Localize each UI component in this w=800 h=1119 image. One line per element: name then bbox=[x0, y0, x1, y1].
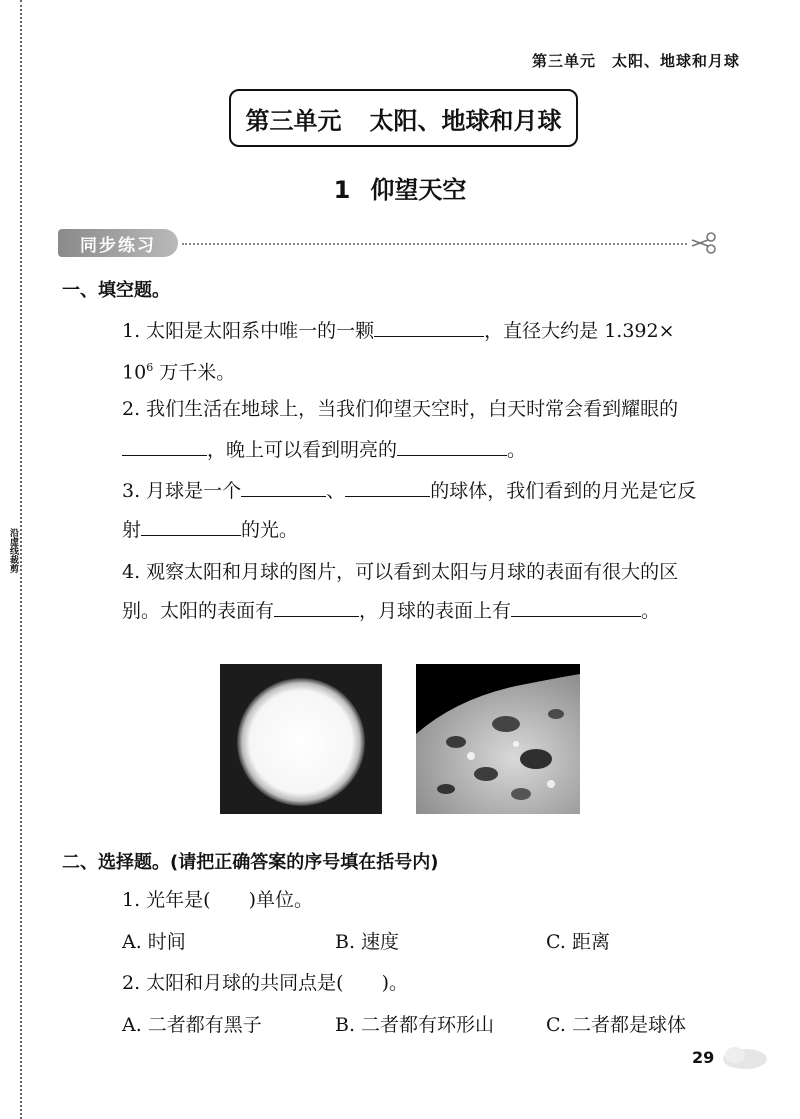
section1-title: 一、填空题。 bbox=[62, 280, 170, 301]
lesson-number: 1 bbox=[333, 176, 351, 204]
q3-blank-2[interactable] bbox=[345, 478, 430, 497]
sun-photo bbox=[220, 664, 382, 814]
mc-q2-stem: 2. 太阳和月球的共同点是( )。 bbox=[122, 972, 408, 994]
q1-line1: 1. 太阳是太阳系中唯一的一颗 ，直径大约是 1.392× bbox=[122, 320, 675, 342]
q1-blank-1[interactable] bbox=[374, 318, 484, 337]
q4-line2: 别。太阳的表面有 ，月球的表面上有 。 bbox=[122, 600, 661, 622]
unit-title-part2: 太阳、地球和月球 bbox=[369, 106, 562, 135]
page-number: 29 bbox=[692, 1048, 715, 1067]
running-header: 第三单元 太阳、地球和月球 bbox=[531, 52, 740, 70]
q3-line2: 射 的光。 bbox=[122, 519, 299, 541]
q2-blank-1[interactable] bbox=[122, 437, 207, 456]
cloud-decoration-icon bbox=[715, 1043, 770, 1071]
q1-line2: $10^6$ 万千米。 bbox=[122, 361, 236, 384]
cut-label: 沿虚线裁剪 bbox=[8, 528, 18, 573]
q2-blank-2[interactable] bbox=[397, 437, 507, 456]
mc-q1-option-b[interactable]: B. 速度 bbox=[335, 931, 400, 953]
lesson-name: 仰望天空 bbox=[370, 176, 467, 204]
q3-blank-1[interactable] bbox=[241, 478, 326, 497]
moon-surface-photo bbox=[416, 664, 580, 814]
q4-blank-1[interactable] bbox=[274, 598, 359, 617]
cut-line bbox=[20, 0, 22, 1119]
q3-line1: 3. 月球是一个 、 的球体，我们看到的月光是它反 bbox=[122, 480, 697, 502]
q2-line2: ，晚上可以看到明亮的 。 bbox=[122, 437, 526, 462]
mc-q2-option-a[interactable]: A. 二者都有黑子 bbox=[122, 1014, 262, 1036]
mc-q1-option-c[interactable]: C. 距离 bbox=[546, 931, 610, 953]
unit-title-part1: 第三单元 bbox=[245, 106, 342, 135]
mc-q1-stem: 1. 光年是( )单位。 bbox=[122, 889, 313, 911]
q3-blank-3[interactable] bbox=[141, 517, 241, 536]
q2-line1: 2. 我们生活在地球上，当我们仰望天空时，白天时常会看到耀眼的 bbox=[122, 398, 679, 420]
lesson-title bbox=[0, 170, 800, 205]
unit-title-box bbox=[229, 89, 578, 147]
mc-q2-option-c[interactable]: C. 二者都是球体 bbox=[546, 1014, 686, 1036]
section-badge: 同步练习 bbox=[58, 229, 178, 257]
section2-title: 二、选择题。(请把正确答案的序号填在括号内) bbox=[62, 852, 439, 873]
q4-blank-2[interactable] bbox=[511, 598, 641, 617]
q4-line1: 4. 观察太阳和月球的图片，可以看到太阳与月球的表面有很大的区 bbox=[122, 561, 679, 583]
mc-q2-option-b[interactable]: B. 二者都有环形山 bbox=[335, 1014, 495, 1036]
mc-q1-option-a[interactable]: A. 时间 bbox=[122, 931, 186, 953]
scissors-icon bbox=[690, 232, 718, 254]
dashed-divider bbox=[182, 243, 687, 245]
